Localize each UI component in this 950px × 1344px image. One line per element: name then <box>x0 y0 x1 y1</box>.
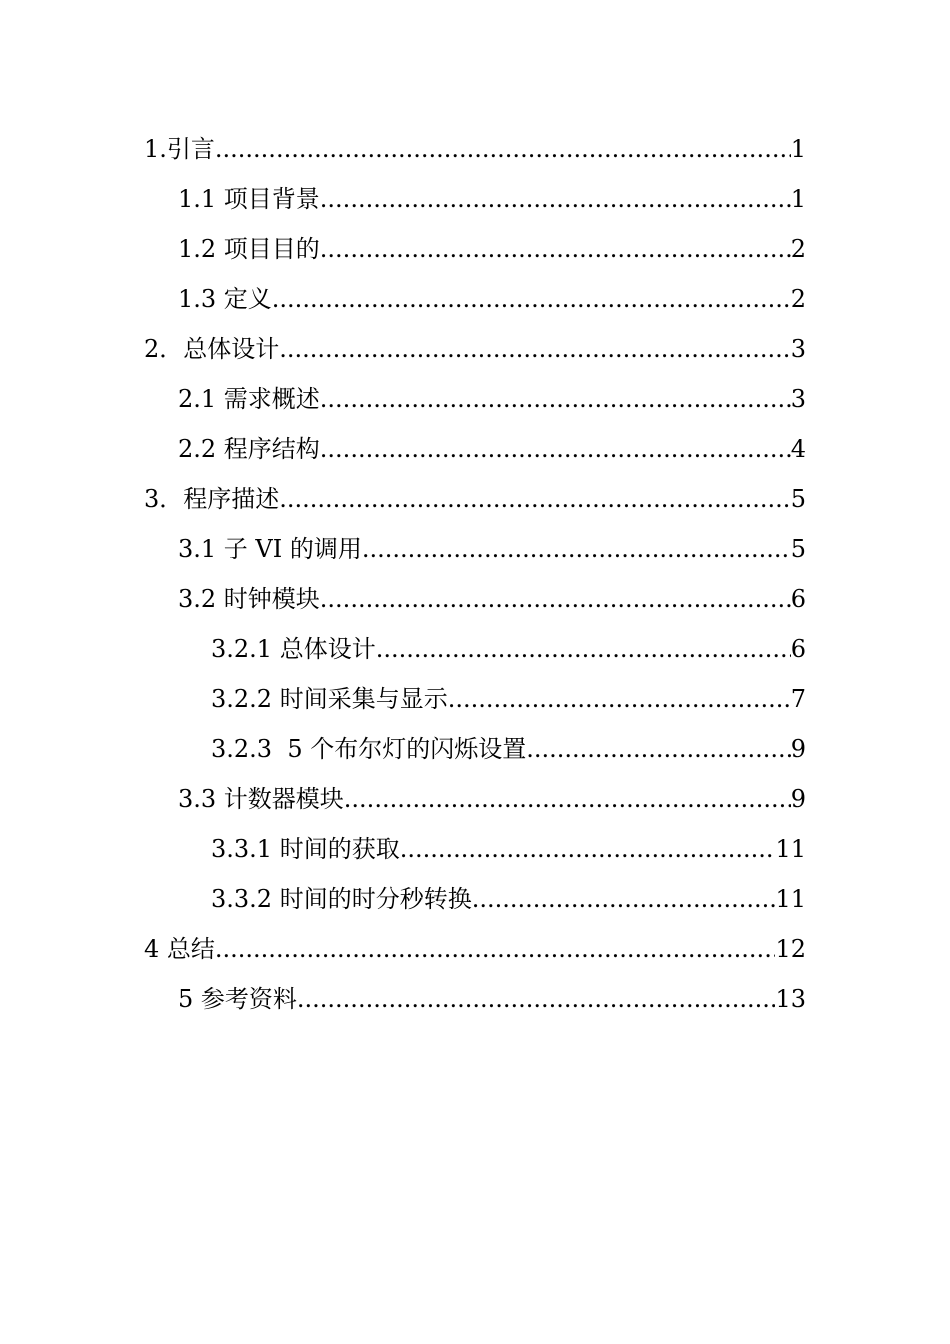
toc-dot-leader <box>526 724 790 774</box>
toc-page-number: 6 <box>790 635 806 663</box>
toc-page-number: 2 <box>790 285 806 313</box>
toc-entry-1-3[interactable] <box>178 274 806 324</box>
toc-page-number: 11 <box>775 835 806 863</box>
toc-entry-label: 1.2 项目目的 <box>178 235 320 263</box>
toc-dot-leader <box>320 574 791 624</box>
toc-entry-label: 1.引言 <box>144 135 215 163</box>
toc-dot-leader <box>215 924 776 974</box>
toc-entry-3-3-1[interactable] <box>211 824 806 874</box>
toc-entry-3-2-3[interactable] <box>211 724 806 774</box>
toc-entry-label: 3.3.2 时间的时分秒转换 <box>211 885 472 913</box>
toc-entry-label: 5 参考资料 <box>178 985 297 1013</box>
toc-page-number: 7 <box>790 685 806 713</box>
toc-entry-5[interactable] <box>178 974 806 1024</box>
toc-entry-label: 4 总结 <box>144 935 215 963</box>
toc-entry-label: 3.1 子 VI 的调用 <box>178 535 362 563</box>
toc-entry-3-3-2[interactable] <box>211 874 806 924</box>
toc-dot-leader <box>272 274 791 324</box>
toc-dot-leader <box>320 174 791 224</box>
toc-entry-label: 1.3 定义 <box>178 285 272 313</box>
toc-entry-label: 3.3.1 时间的获取 <box>211 835 400 863</box>
toc-dot-leader <box>376 624 791 674</box>
toc-page-number: 12 <box>775 935 806 963</box>
toc-dot-leader <box>344 774 791 824</box>
toc-entry-1-1[interactable] <box>178 174 806 224</box>
toc-entry-label: 3．程序描述 <box>144 485 280 513</box>
toc-entry-label: 3.2.3 5 个布尔灯的闪烁设置 <box>211 735 527 763</box>
toc-page-number: 2 <box>790 235 806 263</box>
toc-page-number: 1 <box>790 135 806 163</box>
toc-entry-2-1[interactable] <box>178 374 806 424</box>
toc-dot-leader <box>400 824 776 874</box>
toc-entry-1[interactable] <box>144 124 806 174</box>
toc-entry-label: 2．总体设计 <box>144 335 280 363</box>
toc-page-number: 5 <box>790 485 806 513</box>
table-of-contents <box>0 124 950 1024</box>
toc-entry-label: 3.3 计数器模块 <box>178 785 344 813</box>
toc-dot-leader <box>448 674 791 724</box>
toc-entry-label: 2.1 需求概述 <box>178 385 320 413</box>
toc-dot-leader <box>320 424 791 474</box>
toc-dot-leader <box>279 324 790 374</box>
toc-page-number: 9 <box>790 785 806 813</box>
toc-page-number: 5 <box>790 535 806 563</box>
toc-entry-3-1[interactable] <box>178 524 806 574</box>
toc-entry-label: 3.2 时钟模块 <box>178 585 320 613</box>
toc-entry-2[interactable] <box>144 324 806 374</box>
toc-page-number: 13 <box>775 985 806 1013</box>
toc-entry-3-2-1[interactable] <box>211 624 806 674</box>
toc-entry-4[interactable] <box>144 924 806 974</box>
toc-entry-2-2[interactable] <box>178 424 806 474</box>
toc-dot-leader <box>279 474 790 524</box>
toc-dot-leader <box>320 374 791 424</box>
toc-entry-label: 1.1 项目背景 <box>178 185 320 213</box>
toc-page-number: 9 <box>790 735 806 763</box>
toc-entry-3-2-2[interactable] <box>211 674 806 724</box>
toc-entry-label: 3.2.2 时间采集与显示 <box>211 685 448 713</box>
toc-dot-leader <box>215 124 791 174</box>
toc-page-number: 11 <box>775 885 806 913</box>
toc-entry-3-2[interactable] <box>178 574 806 624</box>
toc-entry-1-2[interactable] <box>178 224 806 274</box>
toc-entry-3-3[interactable] <box>178 774 806 824</box>
toc-dot-leader <box>472 874 776 924</box>
toc-dot-leader <box>362 524 791 574</box>
toc-dot-leader <box>320 224 791 274</box>
toc-page-number: 4 <box>790 435 806 463</box>
toc-page-number: 6 <box>790 585 806 613</box>
toc-entry-3[interactable] <box>144 474 806 524</box>
toc-entry-label: 2.2 程序结构 <box>178 435 320 463</box>
toc-dot-leader <box>297 974 776 1024</box>
toc-entry-label: 3.2.1 总体设计 <box>211 635 376 663</box>
toc-page-number: 3 <box>790 385 806 413</box>
toc-page-number: 3 <box>790 335 806 363</box>
toc-page-number: 1 <box>790 185 806 213</box>
